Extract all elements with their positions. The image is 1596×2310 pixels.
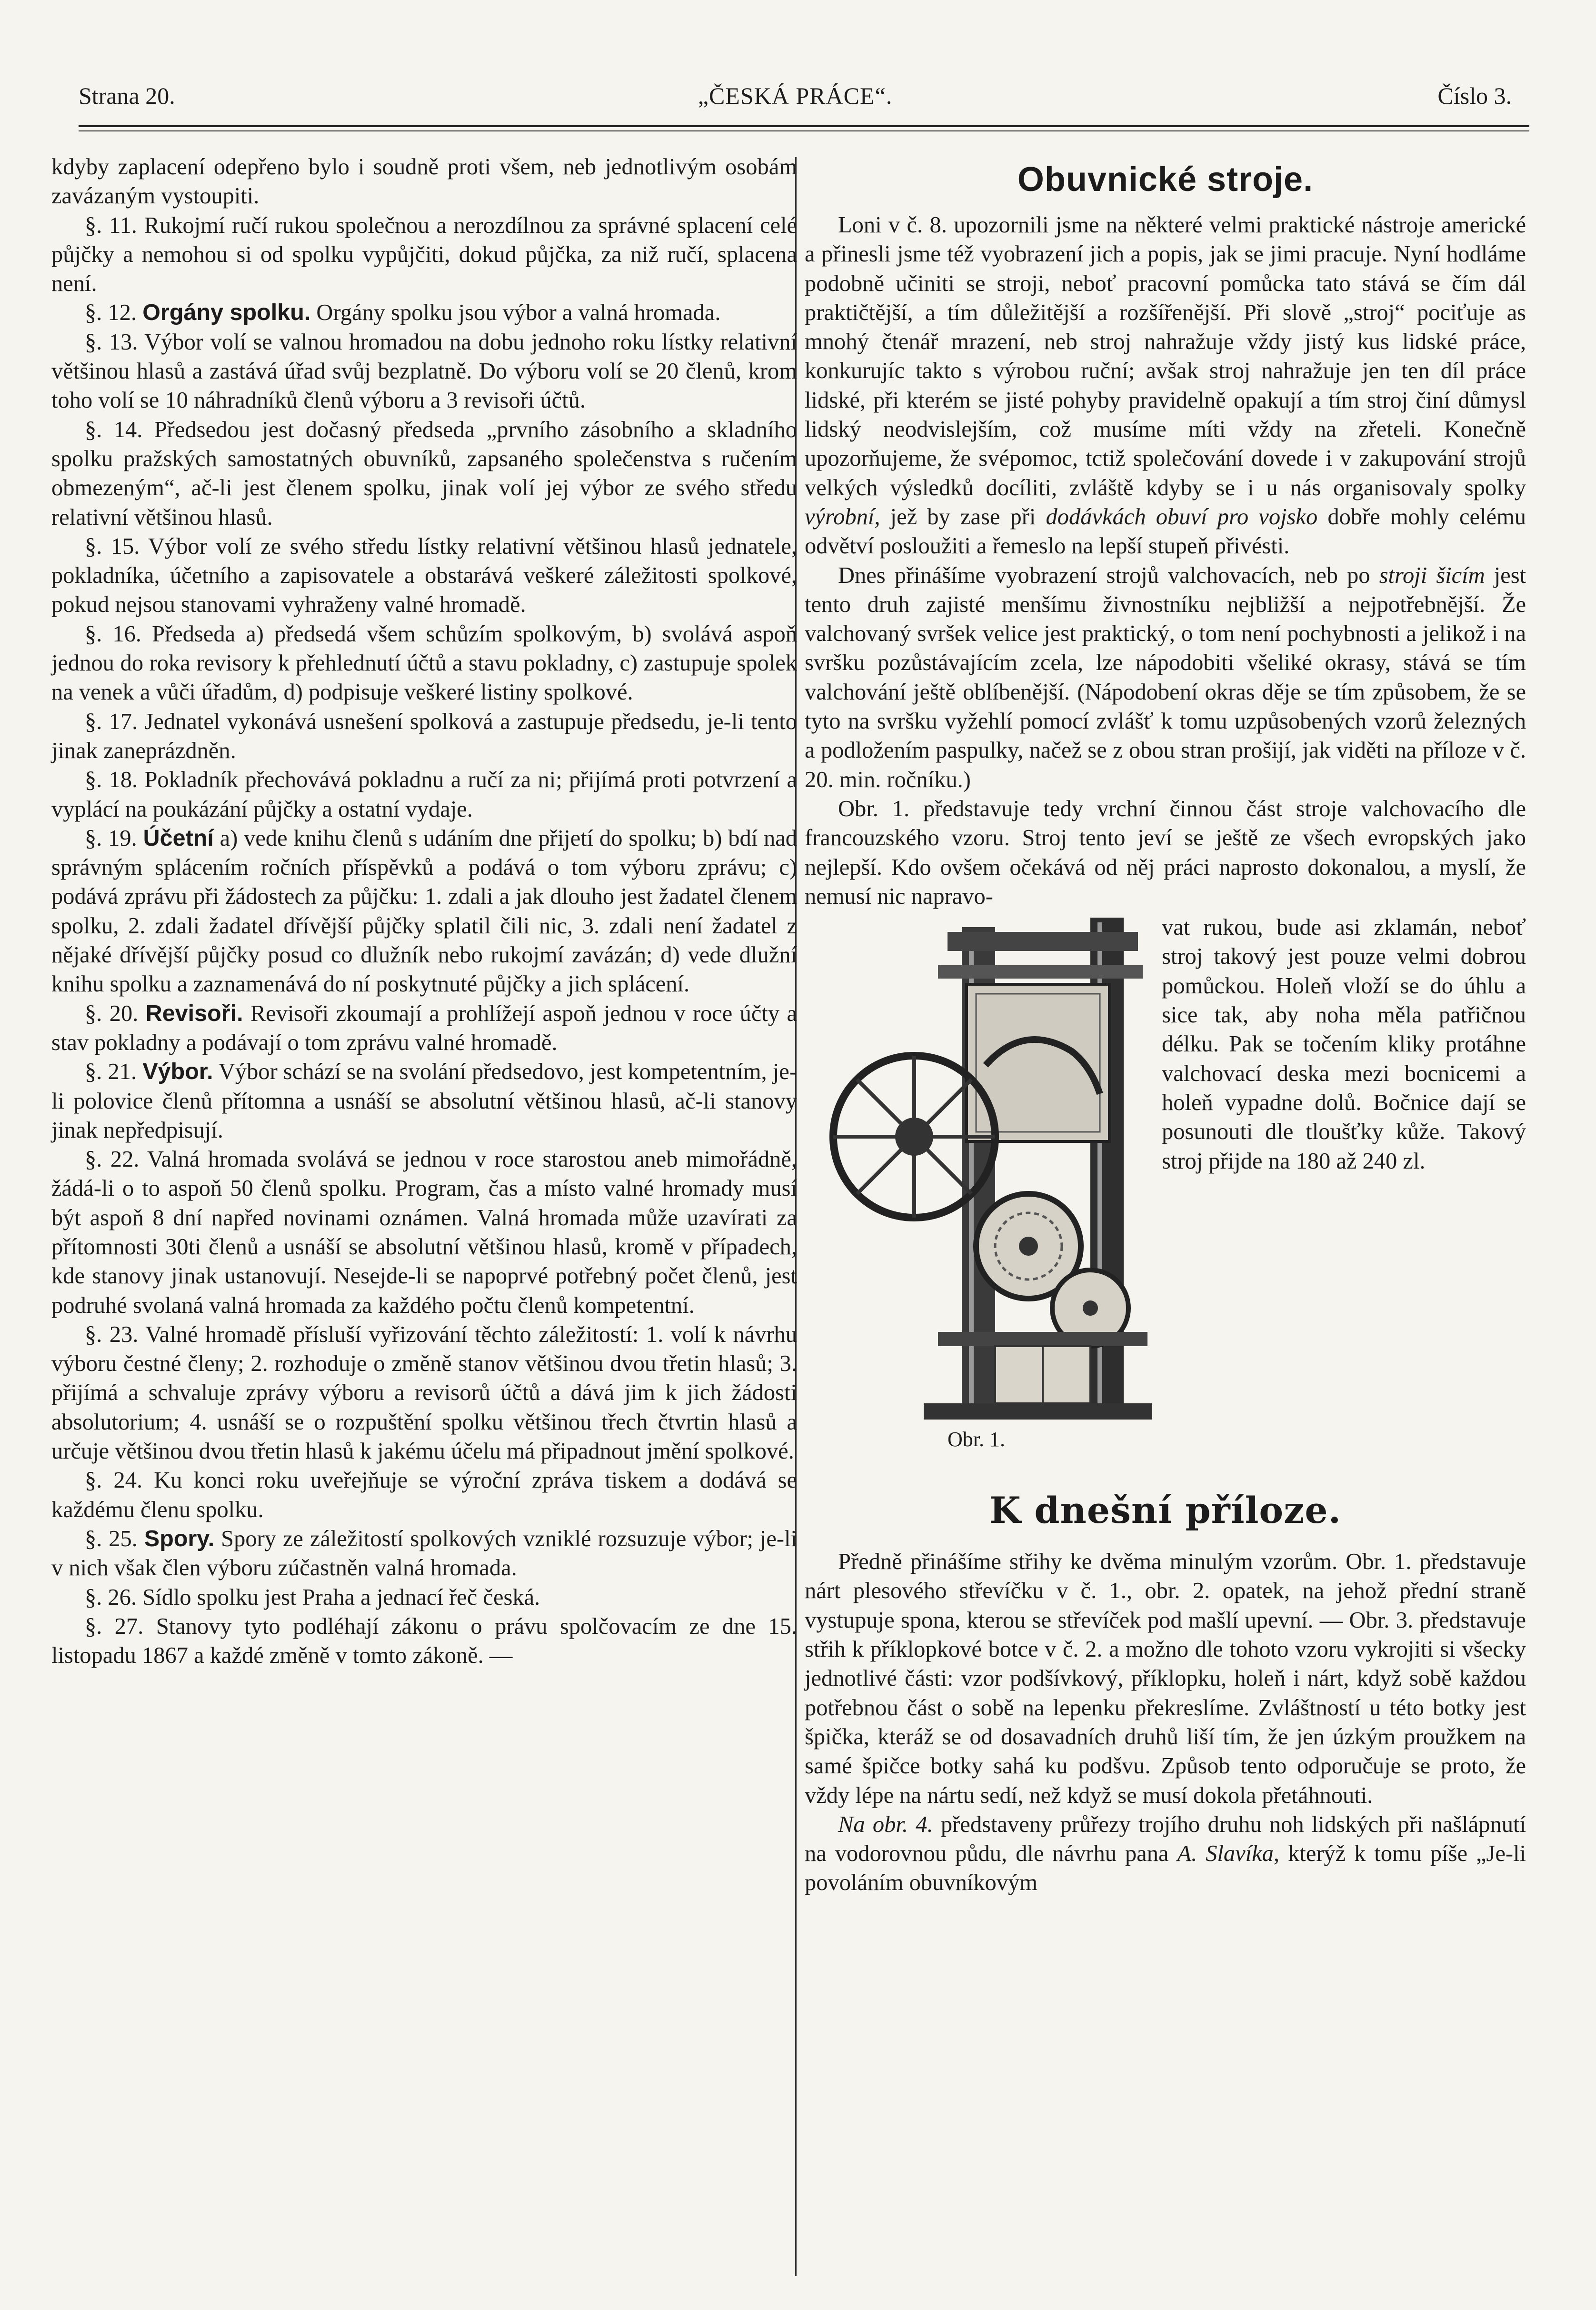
section-text: Revisoři zkoumají a prohlížejí aspoň jednou v roce účty a stav pokladny a podávají o tom zprávu valné hromadě. [51, 1000, 798, 1055]
paragraph-text: dobře mohly celému odvětví posloužiti a řemeslo na lepší stupeň přivésti. [805, 504, 1526, 559]
paragraph: Předně přinášíme střihy ke dvěma minulým vzorům. Obr. 1. představuje nárt plesového střevíčku v č. 1., obr. 2. opatek, na jehož přední straně vystupuje spona, kterou se střevíček pod mašlí upevní. — Obr. 3. představuje střih k příklopkové botce v č. 2. a možno dle tohoto vzoru vykrojiti si všecky jednotlivé části: vzor podšívkový, příklopku, holeň i nárt, když sobě každou potřebnou část o sobě na lepenku překreslíme. Zvláštností u této botky jest špička, kteráž se od dosavadních druhů liší tím, že jen úzkým proužkem na samé špičce botky sahá ku podšvu. Způsob tento odporučuje se proto, že vždy lépe na nártu sedí, než když se musí dokola přetáhnouti. [805, 1549, 1526, 1808]
article-title: K dnešní příloze. [989, 1489, 1342, 1532]
paragraph: Obr. 1. představuje tedy vrchní činnou část stroje valchovacího dle francouzského vzoru. Stroj tento jeví se ještě ze všech evropských jako nejlepší. Kdo ovšem očekává od něj práci naprosto dokonalou, a myslí, že nemusí nic napravo- [805, 796, 1526, 909]
section-text: Orgány spolku jsou výbor a valná hromada. [316, 300, 721, 326]
paragraph-text: představeny průřezy trojího druhu noh lidských při našlápnutí na vodorovnou půdu, dle návrhu pana [805, 1811, 1526, 1867]
paragraph: §. 22. Valná hromada svolává se jednou v roce starostou aneb mimořádně, žádá-li o to aspoň 50 členů spolku. Program, čas a místo valné hromady musí být aspoň 8 dní napřed novinami oznámen. Valná hromada může uzavírati za přítomnosti 30ti členů a usnáší se absolutní většinou hlasů, kromě v případech, kde stanovy jinak ustanovují. Nesejde-li se napoprvé potřebný počet členů, jest podruhé svolaná valná hromada za každého počtu členů kompetentní. [51, 1147, 797, 1318]
paragraph: §. 14. Předsedou jest dočasný předseda „prvního zásobního a skladního spolku pražských samostatných obuvníků, zapsaného společenstva s ručením obmezeným“, ač-li jest členem spolku, jinak volí jej výbor ze svého středu relativní většinou hlasů. [51, 417, 797, 530]
paragraph: §. 27. Stanovy tyto podléhají zákonu o právu spolčovacím ze dne 15. listopadu 1867 a každé změně v tomto zákoně. — [51, 1613, 797, 1669]
article-title: Obuvnické stroje. [1017, 160, 1314, 199]
italic-text: výrobní, [805, 504, 880, 530]
paragraph: §. 15. Výbor volí ze svého středu lístky relativní většinou hlasů jednatele, pokladníka, účetního a zapisovatele a obstarává veškeré záležitosti spolkové, pokud nejsou stanovami vyhraženy valné hromadě. [51, 533, 797, 618]
issue-number: Číslo 3. [1437, 82, 1512, 109]
paragraph: §. 16. Předseda a) předsedá všem schůzím spolkovým, b) svolává aspoň jednou do roka revisory k přehlednutí účtů a stavu pokladny, c) zastupuje spolek na venek a vůči úřadům, d) podpisuje veškeré listiny spolkové. [51, 621, 797, 705]
italic-text: Na obr. 4. [838, 1811, 933, 1837]
paragraph: vat rukou, bude asi zklamán, neboť stroj takový jest pouze velmi dobrou pomůckou. Holeň vloží se do úhlu a sice tak, aby noha měla patřičnou délku. Pak se točením kliky protáhne valchovací deska mezi bocnicemi a holeň vypadne dolů. Bočnice dají se posunouti dle tloušťky kůže. Takový stroj přijde na 180 až 240 zl. [1162, 915, 1526, 1174]
paragraph: §. 23. Valné hromadě přísluší vyřizování těchto záležitostí: 1. volí k návrhu výboru čestné členy; 2. rozhoduje o změně stanov většinou dvou třetin hlasů; 3. přijímá a schvaluje zprávy výboru a revisorů účtů a dává jim k jich žádosti absolutorium; 4. usnáší se o rozpuštění spolku většinou třech čtvrtin hlasů a určuje většinou dvou třetin hlasů k jakému účelu má připadnout jmění spolkové. [51, 1321, 797, 1464]
section-heading: Účetní [143, 825, 214, 851]
paragraph [51, 1524, 797, 1583]
paragraph: §. 11. Rukojmí ručí rukou společnou a nerozdílnou za správné splacení celé půjčky a nemohou si od spolku vypůjčiti, dokud půjčka, za niž ručí, splacena není. [51, 212, 797, 297]
wrapped-text [1162, 913, 1526, 1176]
italic-text: A. Slavíka, [1177, 1841, 1280, 1867]
paragraph-text: jest tento druh zajisté menšímu živnostníku nejbližší a nejpotřebnější. Že valchovaný svršek velice jest praktický, o tom není pochybnosti a jelikož i na svršku pozůstávajícím zcela, lze nápodobiti všeliké okrasy, stává se tím valchování ještě oblíbenější. (Nápodobení okras děje se tím způsobem, že se tyto na svršku vyžehlí pomocí zvlášť k tomu uzpůsobených vzorů železných a podložením paspulky, načež se z obou stran prošijí, jak viděti na příloze v č. 20. min. ročníku.) [805, 562, 1526, 792]
header-rule-thick [79, 125, 1529, 127]
paragraph [51, 1057, 797, 1145]
section-number: §. 19. [85, 825, 137, 851]
italic-text: dodávkách obuví pro vojsko [1046, 504, 1318, 530]
italic-text: stroji šicím [1379, 562, 1485, 588]
paragraph [805, 210, 1526, 561]
section-number: §. 20. [85, 1000, 139, 1026]
paragraph [51, 999, 797, 1058]
paragraph-text: Loni v č. 8. upozornili jsme na některé velmi praktické nástroje americké a přinesli jsme též vyobrazení jich a popis, jak se jimi pracuje. Nyní hodláme podobně učiniti se stroji, neboť pracovní pomůcka tato stává se čím dál praktičtější, a tím důležitější a rozšířenější. Při slově „stroj“ pociťuje as mnohý čtenář mrazení, neb stroj nahražuje vždy jistý kus lidské práce, konkurujíc takto s výrobou ruční; avšak stroj nahražuje jen ten díl práce lidské, při kterém se jisté pohyby pravidelně opakují a tím stroj činí důmysl lidský neodvislejším, což musíme míti vždy na zřeteli. Konečně upozorňujeme, že svépomoc, tctiž společování dovede i v zakupování strojů velkých výsledků docíliti, zvláště kdyby se i u nás organisovaly spolky [805, 212, 1526, 500]
header-rule-thin [79, 130, 1529, 131]
section-text: a) vede knihu členů s udáním dne přijetí do spolku; b) bdí nad správným splácením ročních příspěvků a podává o tom výboru zprávu; c) podává zprávu při žádostech za půjčku: 1. zdali a jak dlouho jest žadatel členem spolku, 2. zdali žadatel dřívější půjčky splatil čili nic, 3. zdali není žadatel z nějaké dřívější půjčky posud co dlužník nebo rukojmí zavázán; d) vede dlužní knihu spolku a zaznamenává do ní poskytnuté půjčky a jich splácení. [51, 825, 798, 997]
paragraph-text: Dnes přinášíme vyobrazení strojů valchovacích, neb po [838, 562, 1370, 588]
section-heading: Revisoři. [145, 1000, 243, 1026]
section-heading: Orgány spolku. [142, 300, 311, 326]
section-text: Spory ze záležitostí spolkových vzniklé rozsuzuje výbor; je-li v nich však člen výboru zúčastněn valná hromada. [51, 1526, 798, 1581]
paragraph: kdyby zaplacení odepřeno bylo i soudně proti všem, neb jednotlivým osobám zavázaným vystoupiti. [51, 154, 797, 209]
paragraph: §. 26. Sídlo spolku jest Praha a jednací řeč česká. [85, 1584, 540, 1610]
section-number: §. 25. [85, 1526, 138, 1551]
figure-caption: Obr. 1. [948, 1428, 1005, 1451]
paragraph [805, 561, 1526, 794]
paragraph [51, 824, 797, 999]
paragraph-text: kterýž k tomu píše „Je-li povoláním obuvníkovým [805, 1841, 1526, 1896]
right-column [805, 151, 1526, 1898]
section-number: §. 12. [85, 300, 137, 326]
page-number: Strana 20. [79, 82, 175, 109]
section-heading: Spory. [144, 1525, 215, 1551]
paragraph: §. 18. Pokladník přechovává pokladnu a ručí za ni; přijímá proti potvrzení a vyplácí na poukázání půjčky a ostatní vydaje. [51, 767, 797, 822]
left-column [51, 152, 797, 1670]
paragraph: §. 13. Výbor volí se valnou hromadou na dobu jednoho roku lístky relativní většinou hlasů a zastává úřad svůj bezplatně. Do výboru volí se 20 členů, krom toho volí se 10 náhradníků členů výboru a 3 revisoři účtů. [51, 329, 797, 413]
figure-block [805, 913, 1526, 1465]
section-number: §. 21. [85, 1059, 137, 1085]
page-header [79, 82, 1512, 120]
paragraph [51, 298, 797, 327]
journal-title: „ČESKÁ PRÁCE“. [698, 82, 893, 109]
paragraph [805, 1810, 1526, 1898]
valching-machine-illustration [805, 913, 1157, 1451]
paragraph: §. 17. Jednatel vykonává usnešení spolková a zastupuje předsedu, je-li tento jinak zaneprázdněn. [51, 709, 797, 763]
section-text: Výbor schází se na svolání předsedovo, jest kompetentním, je-li polovice členů přítomna a usnáší se absolutní většinou hlasů, ač-li stanovy jinak nepředpisují. [51, 1059, 797, 1143]
paragraph: §. 24. Ku konci roku uveřejňuje se výroční zpráva tiskem a dodává se každému členu spolku. [51, 1468, 797, 1522]
section-heading: Výbor. [142, 1059, 213, 1085]
paragraph-text: jež by zase při [890, 504, 1036, 530]
